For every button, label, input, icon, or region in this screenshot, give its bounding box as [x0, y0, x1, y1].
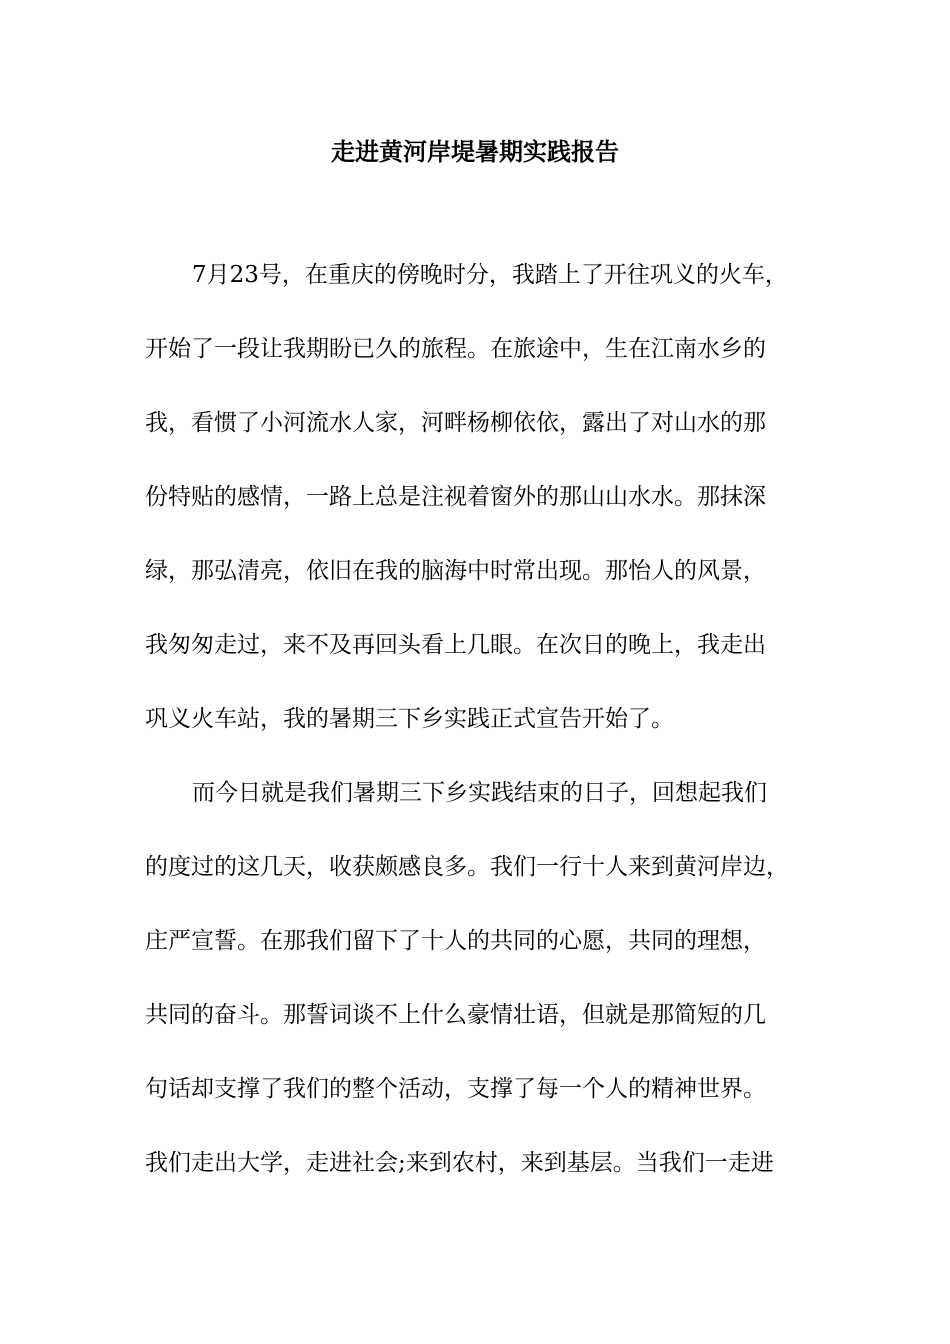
paragraph-line: 句话却支撑了我们的整个活动，支撑了每一个人的精神世界。 — [145, 1076, 766, 1102]
paragraph-line: 的度过的这几天，收获颇感良多。我们一行十人来到黄河岸边， — [145, 854, 789, 880]
paragraph-line: 共同的奋斗。那誓词谈不上什么豪情壮语，但就是那简短的几 — [145, 1002, 766, 1028]
paragraph-line: 开始了一段让我期盼已久的旅程。在旅途中，生在江南水乡的 — [145, 336, 766, 362]
paragraph-line: 份特贴的感情，一路上总是注视着窗外的那山山水水。那抹深 — [145, 484, 766, 510]
paragraph-2 — [145, 775, 825, 1219]
document-title: 走进黄河岸堤暑期实践报告 — [331, 137, 619, 166]
paragraph-1 — [145, 257, 825, 775]
paragraph-line: 7月23号，在重庆的傍晚时分，我踏上了开往巩义的火车， — [192, 262, 788, 288]
document-body — [145, 257, 825, 1219]
paragraph-line: 而今日就是我们暑期三下乡实践结束的日子，回想起我们 — [192, 780, 767, 806]
paragraph-line: 我们走出大学，走进社会;来到农村，来到基层。当我们一走进 — [145, 1150, 774, 1176]
paragraph-line: 庄严宣誓。在那我们留下了十人的共同的心愿，共同的理想， — [145, 928, 766, 954]
paragraph-line: 我，看惯了小河流水人家，河畔杨柳依依，露出了对山水的那 — [145, 410, 766, 436]
paragraph-line: 我匆匆走过，来不及再回头看上几眼。在次日的晚上，我走出 — [145, 632, 766, 658]
paragraph-line: 巩义火车站，我的暑期三下乡实践正式宣告开始了。 — [145, 706, 674, 732]
paragraph-line: 绿，那弘清亮，依旧在我的脑海中时常出现。那怡人的风景， — [145, 558, 766, 584]
